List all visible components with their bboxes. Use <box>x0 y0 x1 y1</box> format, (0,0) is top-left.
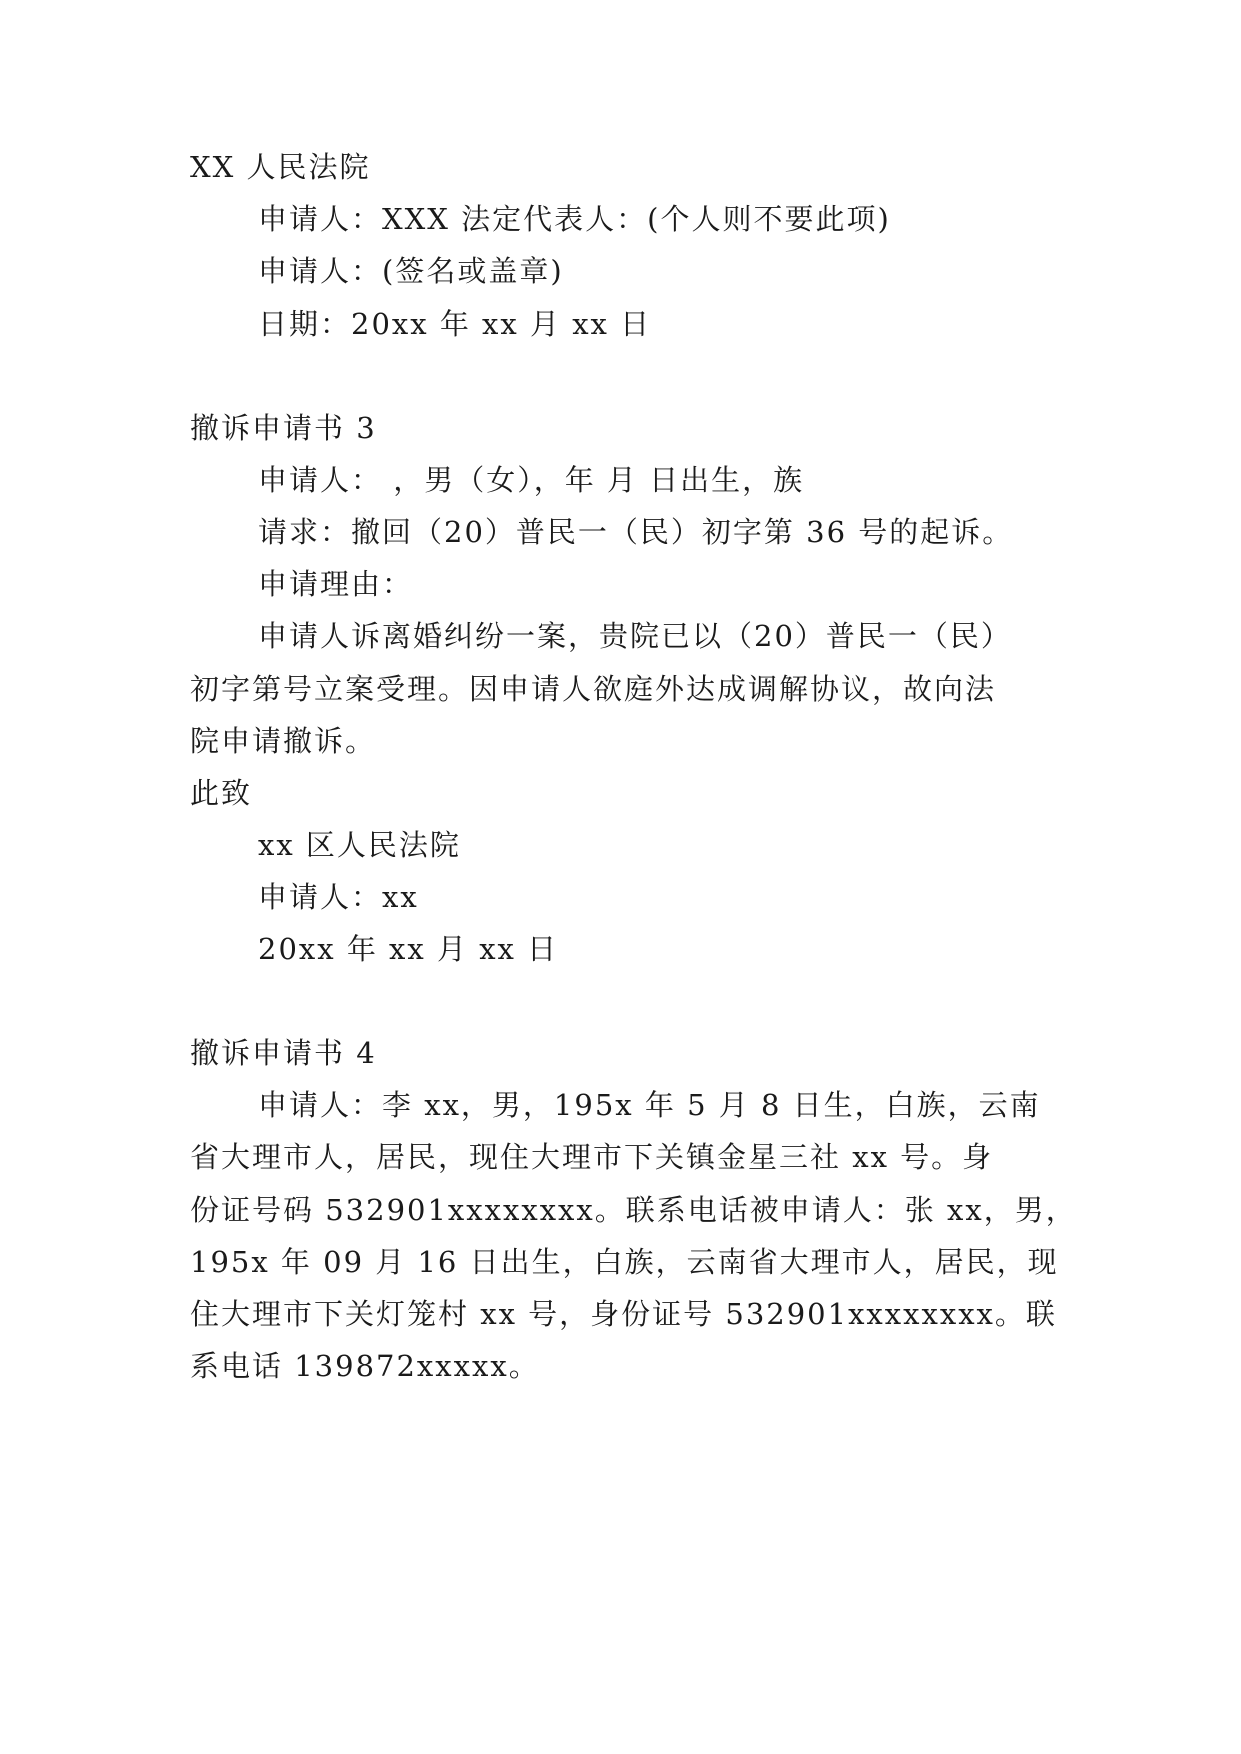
section-4-body-line: 住大理市下关灯笼村 xx 号，身份证号 532901xxxxxxxx。联 <box>190 1297 1057 1331</box>
section-3-recipient: xx 区人民法院 <box>258 828 461 862</box>
section-3-applicant: 申请人： ，男（女），年 月 日出生，族 <box>258 463 805 497</box>
section-3-reason-label: 申请理由： <box>258 567 414 601</box>
section-3-reason-line: 院申请撤诉。 <box>190 724 377 758</box>
date-line: 日期：20xx 年 xx 月 xx 日 <box>258 307 652 341</box>
applicant-representative-line: 申请人：XXX 法定代表人：(个人则不要此项) <box>258 202 891 236</box>
section-4-body-line: 份证号码 532901xxxxxxxx。联系电话被申请人：张 xx，男， <box>190 1193 1077 1227</box>
section-4-body-line: 系电话 139872xxxxx。 <box>190 1349 540 1383</box>
section-3-closing: 此致 <box>190 776 253 810</box>
court-name: XX 人民法院 <box>190 150 371 184</box>
section-3-request: 请求：撤回（20）普民一（民）初字第 36 号的起诉。 <box>258 515 1014 549</box>
signature-line: 申请人：(签名或盖章) <box>258 254 564 288</box>
section-3-reason-line: 申请人诉离婚纠纷一案，贵院已以（20）普民一（民） <box>258 619 1012 653</box>
section-4-body-line: 省大理市人，居民，现住大理市下关镇金星三社 xx 号。身 <box>190 1140 994 1174</box>
section-4-body-line: 195x 年 09 月 16 日出生，白族，云南省大理市人，居民，现 <box>190 1245 1059 1279</box>
section-3-signer: 申请人：xx <box>258 880 419 914</box>
section-4-body-line: 申请人：李 xx，男，195x 年 5 月 8 日生，白族，云南 <box>258 1088 1041 1122</box>
section-3-date: 20xx 年 xx 月 xx 日 <box>258 932 559 966</box>
section-3-reason-line: 初字第号立案受理。因申请人欲庭外达成调解协议，故向法 <box>190 672 997 706</box>
section-4-title: 撤诉申请书 4 <box>190 1036 377 1070</box>
section-3-title: 撤诉申请书 3 <box>190 411 377 445</box>
